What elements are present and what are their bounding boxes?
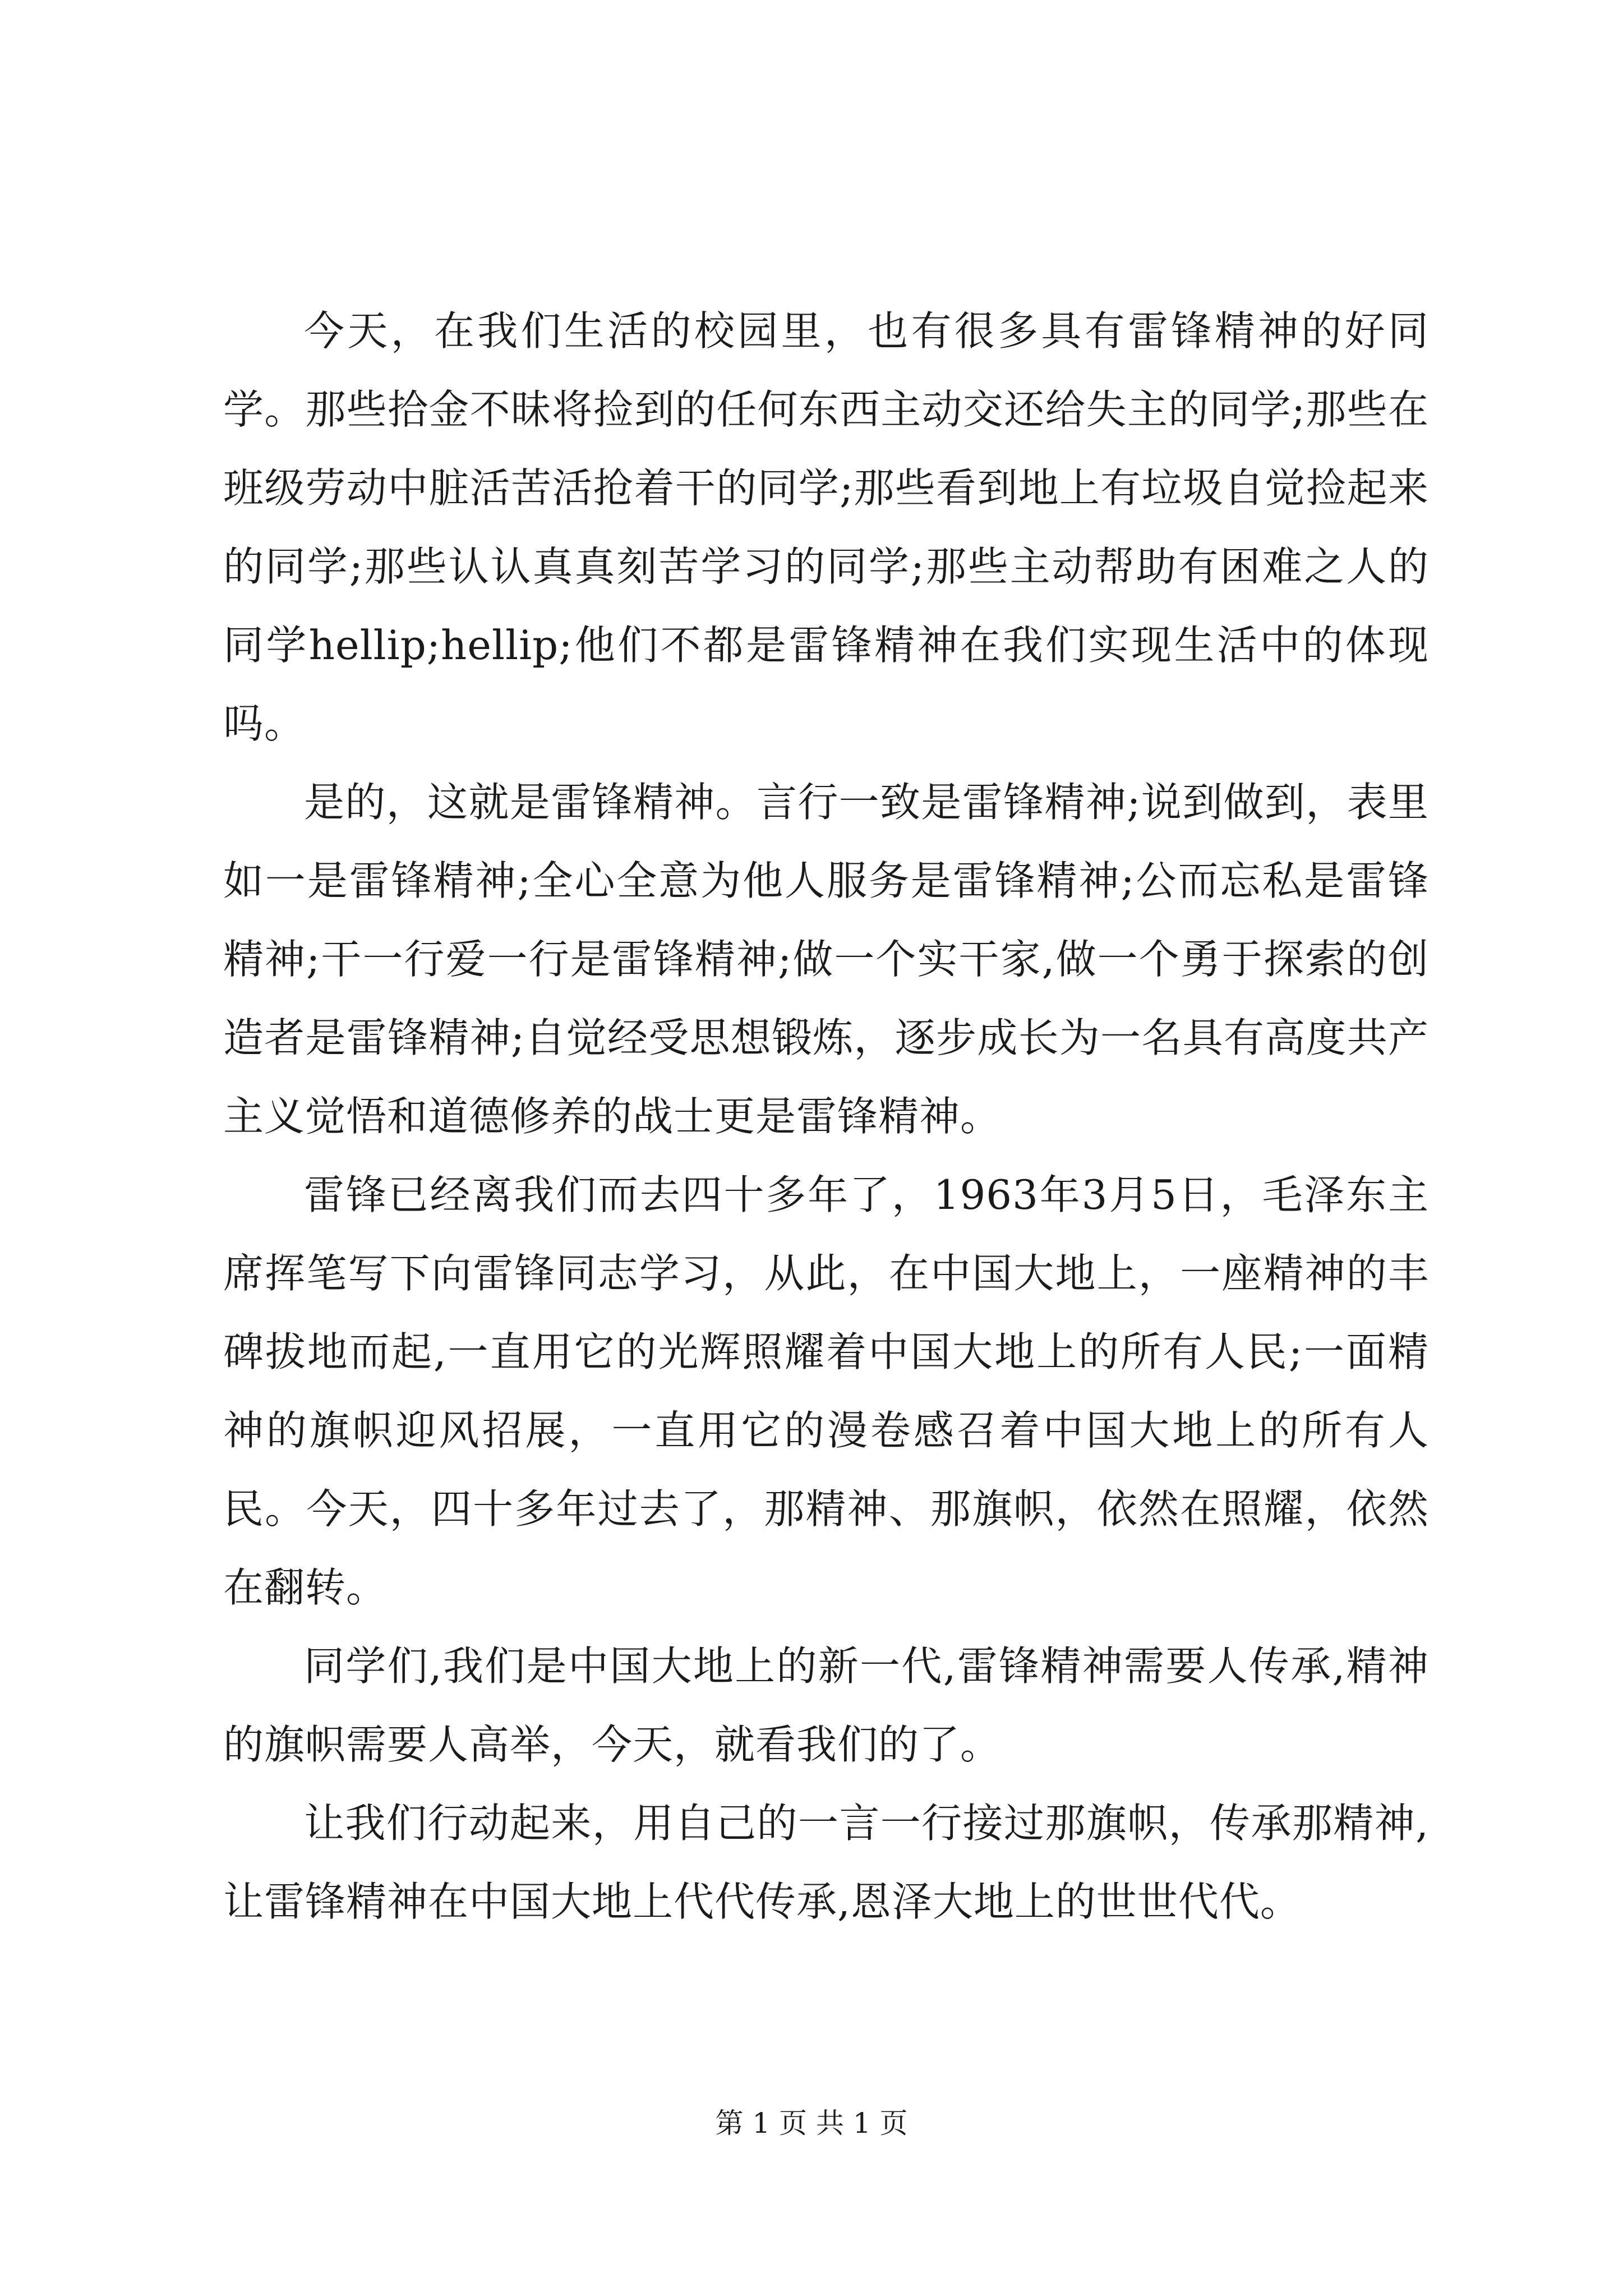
paragraph-3: 雷锋已经离我们而去四十多年了，1963年3月5日，毛泽东主席挥笔写下向雷锋同志学习，从此，在中国大地上，一座精神的丰碑拔地而起,一直用它的光辉照耀着中国大地上的所有人民;一面精神的旗帜迎风招展，一直用它的漫卷感召着中国大地上的所有人民。今天，四十多年过去了，那精神、那旗帜，依然在照耀，依然在翻转。	[223, 1171, 1429, 1611]
paragraph-2: 是的，这就是雷锋精神。言行一致是雷锋精神;说到做到，表里如一是雷锋精神;全心全意为他人服务是雷锋精神;公而忘私是雷锋精神;干一行爱一行是雷锋精神;做一个实干家,做一个勇于探索的创造者是雷锋精神;自觉经受思想锻炼，逐步成长为一名具有高度共产主义觉悟和道德修养的战士更是雷锋精神。	[223, 779, 1429, 1140]
paragraph-1: 今天，在我们生活的校园里，也有很多具有雷锋精神的好同学。那些拾金不昧将捡到的任何东西主动交还给失主的同学;那些在班级劳动中脏活苦活抢着干的同学;那些看到地上有垃圾自觉捡起来的同学;那些认认真真刻苦学习的同学;那些主动帮助有困难之人的同学hellip;hellip;他们不都是雷锋精神在我们实现生活中的体现吗。	[223, 307, 1429, 747]
document-body	[223, 292, 1429, 1941]
page-footer: 第 1 页 共 1 页	[715, 2107, 908, 2139]
paragraph-4: 同学们,我们是中国大地上的新一代,雷锋精神需要人传承,精神的旗帜需要人高举，今天，就看我们的了。	[223, 1642, 1429, 1768]
paragraph-5: 让我们行动起来，用自己的一言一行接过那旗帜，传承那精神,让雷锋精神在中国大地上代代传承,恩泽大地上的世世代代。	[223, 1800, 1429, 1925]
